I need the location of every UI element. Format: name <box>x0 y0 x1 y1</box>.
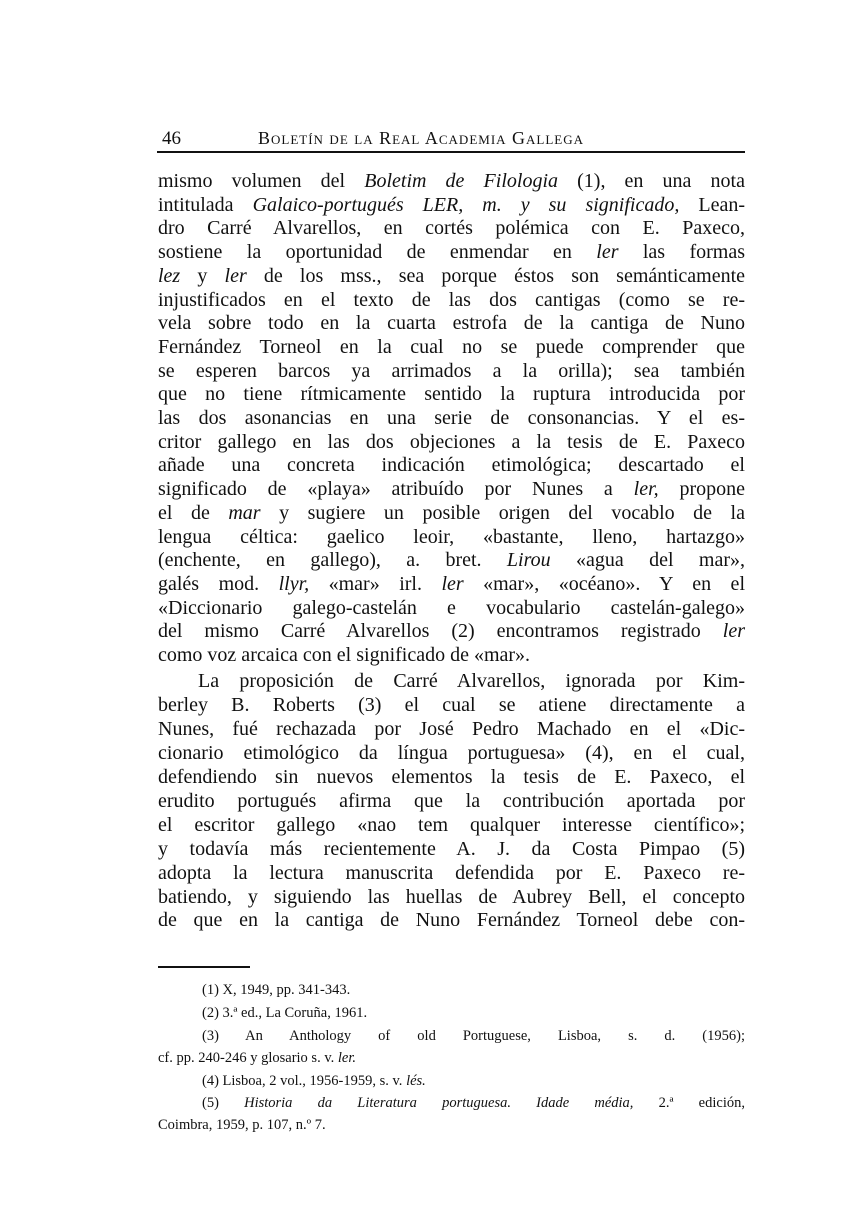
text-segment: y todavía más recientemente A. J. da Costa Pimpao (5) <box>158 838 745 860</box>
text-segment: (4) Lisboa, 2 vol., 1956-1959, s. v. <box>202 1073 407 1089</box>
italic-text: Lirou <box>506 549 551 572</box>
body-line <box>158 838 745 860</box>
footnote-line <box>158 981 745 999</box>
body-line <box>158 862 745 884</box>
body-line <box>158 241 745 263</box>
italic-text: lés. <box>406 1073 426 1089</box>
text-segment: «mar», «océano». Y en el <box>463 572 745 595</box>
header-rule <box>157 151 745 153</box>
text-segment: adopta la lectura manuscrita defendida por E. Paxeco re- <box>158 862 745 884</box>
text-segment: dro Carré Alvarellos, en cortés polémica con E. Paxeco, <box>158 217 745 240</box>
running-title: Boletín de la Real Academia Gallega <box>258 128 585 148</box>
italic-text: ler <box>596 241 619 264</box>
text-segment: galés mod. <box>158 572 279 595</box>
text-segment: del mismo Carré Alvarellos (2) encontramos registrado <box>158 620 723 643</box>
footnote-line <box>158 1094 745 1112</box>
text-segment: cionario etimológico da língua portuguesa» (4), en el cual, <box>158 742 745 764</box>
body-line <box>158 814 745 836</box>
italic-text: Historia da Literatura portuguesa. Idade média, <box>244 1095 634 1111</box>
text-segment: el de <box>158 501 229 524</box>
body-line <box>158 549 745 571</box>
text-segment: las dos asonancias en una serie de consonancias. Y el es- <box>158 407 745 429</box>
italic-text: mar <box>228 501 261 524</box>
body-line <box>158 526 745 548</box>
text-segment: que no tiene rítmicamente sentido la ruptura introducida por <box>158 383 745 406</box>
italic-text: Galaico-portugués LER, m. y su significado, <box>252 193 680 216</box>
text-segment: y sugiere un posible origen del vocablo de la <box>260 501 745 524</box>
body-line <box>158 573 745 595</box>
text-segment: berley B. Roberts (3) el cual se atiene directamente a <box>158 694 745 716</box>
body-line <box>158 312 745 334</box>
body-line <box>158 644 745 666</box>
text-segment: mismo volumen del <box>158 170 365 192</box>
text-segment: Coimbra, 1959, p. 107, n.º 7. <box>158 1117 326 1133</box>
italic-text: ler <box>224 264 247 287</box>
text-segment: el escritor gallego «nao tem qualquer interesse científico»; <box>158 814 745 836</box>
body-line <box>158 170 745 192</box>
body-line <box>158 909 745 931</box>
text-segment: La proposición de Carré Alvarellos, ignorada por Kim- <box>198 670 745 692</box>
text-segment: «agua del mar», <box>550 549 745 572</box>
text-segment: se esperen barcos ya arrimados a la orilla); sea también <box>158 359 745 382</box>
italic-text: ler <box>441 572 464 595</box>
body-line <box>158 502 745 524</box>
text-segment: (3) An Anthology of old Portuguese, Lisboa, s. d. (1956); <box>202 1028 745 1044</box>
text-segment: y <box>180 264 225 287</box>
text-segment: lengua céltica: gaelico leoir, «bastante, lleno, hartazgo» <box>158 525 745 548</box>
footnote-line <box>158 1049 745 1067</box>
body-line <box>158 742 745 764</box>
text-segment: de los mss., sea porque éstos son semánticamente <box>246 264 746 287</box>
italic-text: llyr, <box>278 572 310 595</box>
footnote-rule <box>158 966 250 968</box>
italic-text: ler, <box>633 478 659 501</box>
text-segment: defendiendo sin nuevos elementos la tesis de E. Paxeco, el <box>158 766 745 788</box>
text-segment: vela sobre todo en la cuarta estrofa de la cantiga de Nuno <box>158 312 745 335</box>
text-segment: propone <box>658 478 745 501</box>
text-segment: como voz arcaica con el significado de «mar». <box>158 644 531 666</box>
footnote-line <box>158 1027 745 1045</box>
body-line <box>158 407 745 429</box>
text-segment: las formas <box>618 241 745 264</box>
text-segment: significado de «playa» atribuído por Nunes a <box>158 478 634 501</box>
text-segment: (1), en una nota <box>558 170 745 192</box>
text-segment: (5) <box>202 1095 245 1111</box>
body-line <box>158 431 745 453</box>
text-segment: erudito portugués afirma que la contribución aportada por <box>158 790 745 812</box>
body-line <box>158 265 745 287</box>
body-line <box>158 336 745 358</box>
body-line <box>158 217 745 239</box>
text-segment: intitulada <box>158 193 253 216</box>
text-segment: batiendo, y siguiendo las huellas de Aubrey Bell, el concepto <box>158 886 745 908</box>
text-segment: (enchente, en gallego), a. bret. <box>158 549 507 572</box>
body-line <box>158 383 745 405</box>
body-line <box>158 454 745 476</box>
text-segment: sostiene la oportunidad de enmendar en <box>158 241 597 264</box>
text-segment: cf. pp. 240-246 y glosario s. v. <box>158 1050 338 1066</box>
text-segment: Nunes, fué rechazada por José Pedro Machado en el «Dic- <box>158 718 745 740</box>
body-line <box>158 886 745 908</box>
body-line <box>158 670 745 692</box>
body-line <box>158 620 745 642</box>
footnote-line <box>158 1004 745 1022</box>
body-line <box>158 194 745 216</box>
text-segment: (2) 3.ª ed., La Coruña, 1961. <box>202 1005 368 1021</box>
text-segment: «Diccionario galego-castelán e vocabulario castelán-galego» <box>158 596 745 619</box>
page-number: 46 <box>162 128 181 149</box>
italic-text: Boletim de Filologia <box>364 170 558 192</box>
body-line <box>158 597 745 619</box>
text-segment: Lean- <box>679 193 745 216</box>
body-line <box>158 289 745 311</box>
text-segment: de que en la cantiga de Nuno Fernández Torneol debe con- <box>158 909 745 931</box>
italic-text: ler. <box>337 1050 357 1066</box>
body-line <box>158 694 745 716</box>
body-line <box>158 790 745 812</box>
body-line <box>158 718 745 740</box>
text-segment: «mar» irl. <box>309 572 442 595</box>
text-segment: critor gallego en las dos objeciones a la tesis de E. Paxeco <box>158 430 745 453</box>
italic-text: lez <box>158 264 181 287</box>
text-segment: 2.ª edición, <box>633 1095 745 1111</box>
footnote-line <box>158 1116 745 1134</box>
text-segment: (1) X, 1949, pp. 341-343. <box>202 982 351 998</box>
body-line <box>158 766 745 788</box>
footnote-line <box>158 1072 745 1090</box>
body-line <box>158 360 745 382</box>
text-segment: Fernández Torneol en la cual no se puede comprender que <box>158 335 745 358</box>
body-line <box>158 478 745 500</box>
text-segment: injustificados en el texto de las dos cantigas (como se re- <box>158 288 745 311</box>
italic-text: ler <box>722 620 745 643</box>
text-segment: añade una concreta indicación etimológica; descartado el <box>158 454 745 477</box>
